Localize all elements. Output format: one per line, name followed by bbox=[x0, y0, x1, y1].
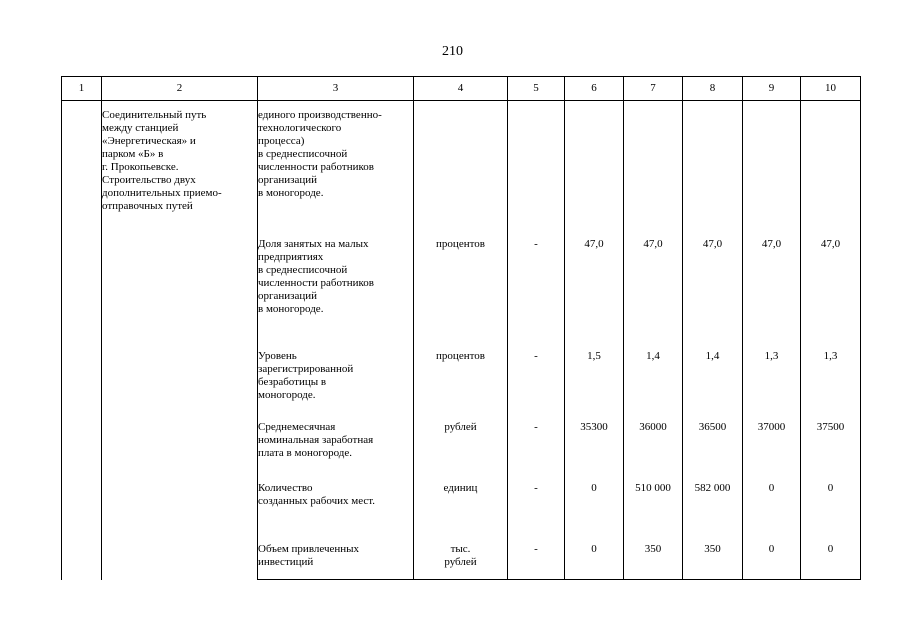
value-cell: 1,4 bbox=[624, 344, 683, 415]
value-cell: 47,0 bbox=[683, 233, 743, 344]
unit-cell: рублей bbox=[414, 415, 508, 477]
indicator-cell: Уровень зарегистрированной безработицы в моногороде. bbox=[258, 344, 414, 415]
value-cell: 47,0 bbox=[801, 233, 861, 344]
column-header: 2 bbox=[102, 77, 258, 101]
unit-cell: процентов bbox=[414, 233, 508, 344]
column-header: 10 bbox=[801, 77, 861, 101]
value-cell bbox=[508, 101, 565, 234]
column-header: 6 bbox=[565, 77, 624, 101]
indicator-cell: единого производственно- технологического процесса) в среднесписочной численности работников организаций в моногороде. bbox=[258, 101, 414, 234]
page-number: 210 bbox=[442, 44, 463, 59]
unit-cell bbox=[414, 101, 508, 234]
value-cell: 36000 bbox=[624, 415, 683, 477]
value-cell: 1,3 bbox=[743, 344, 801, 415]
value-cell: - bbox=[508, 538, 565, 580]
column-header: 1 bbox=[62, 77, 102, 101]
table-row bbox=[62, 101, 861, 234]
row-number-cell bbox=[62, 101, 102, 580]
column-header: 5 bbox=[508, 77, 565, 101]
value-cell: 0 bbox=[743, 477, 801, 538]
value-cell: - bbox=[508, 344, 565, 415]
value-cell: 350 bbox=[683, 538, 743, 580]
value-cell: 35300 bbox=[565, 415, 624, 477]
value-cell bbox=[801, 101, 861, 234]
value-cell: - bbox=[508, 477, 565, 538]
indicator-cell: Объем привлеченных инвестиций bbox=[258, 538, 414, 580]
column-header: 4 bbox=[414, 77, 508, 101]
value-cell bbox=[565, 101, 624, 234]
value-cell: 47,0 bbox=[624, 233, 683, 344]
value-cell bbox=[683, 101, 743, 234]
value-cell bbox=[624, 101, 683, 234]
value-cell: 47,0 bbox=[565, 233, 624, 344]
value-cell: 0 bbox=[565, 477, 624, 538]
column-header: 7 bbox=[624, 77, 683, 101]
value-cell: 36500 bbox=[683, 415, 743, 477]
value-cell: 0 bbox=[801, 538, 861, 580]
indicator-cell: Количество созданных рабочих мест. bbox=[258, 477, 414, 538]
value-cell bbox=[743, 101, 801, 234]
object-name-cell: Соединительный путь между станцией «Энергетическая» и парком «Б» в г. Прокопьевске. Строительство двух дополнительных приемо- отправочных путей bbox=[102, 101, 258, 580]
value-cell: 37500 bbox=[801, 415, 861, 477]
value-cell: 0 bbox=[565, 538, 624, 580]
value-cell: - bbox=[508, 415, 565, 477]
value-cell: 0 bbox=[743, 538, 801, 580]
unit-cell: единиц bbox=[414, 477, 508, 538]
indicator-cell: Доля занятых на малых предприятиях в среднесписочной численности работников организаций в моногороде. bbox=[258, 233, 414, 344]
value-cell: 1,3 bbox=[801, 344, 861, 415]
indicator-cell: Среднемесячная номинальная заработная плата в моногороде. bbox=[258, 415, 414, 477]
unit-cell: процентов bbox=[414, 344, 508, 415]
value-cell: 37000 bbox=[743, 415, 801, 477]
header-row bbox=[62, 77, 861, 101]
value-cell: 350 bbox=[624, 538, 683, 580]
data-table bbox=[61, 76, 861, 580]
unit-cell: тыс. рублей bbox=[414, 538, 508, 580]
value-cell: 510 000 bbox=[624, 477, 683, 538]
column-header: 3 bbox=[258, 77, 414, 101]
value-cell: 47,0 bbox=[743, 233, 801, 344]
value-cell: 582 000 bbox=[683, 477, 743, 538]
value-cell: 0 bbox=[801, 477, 861, 538]
value-cell: - bbox=[508, 233, 565, 344]
value-cell: 1,4 bbox=[683, 344, 743, 415]
value-cell: 1,5 bbox=[565, 344, 624, 415]
column-header: 8 bbox=[683, 77, 743, 101]
column-header: 9 bbox=[743, 77, 801, 101]
